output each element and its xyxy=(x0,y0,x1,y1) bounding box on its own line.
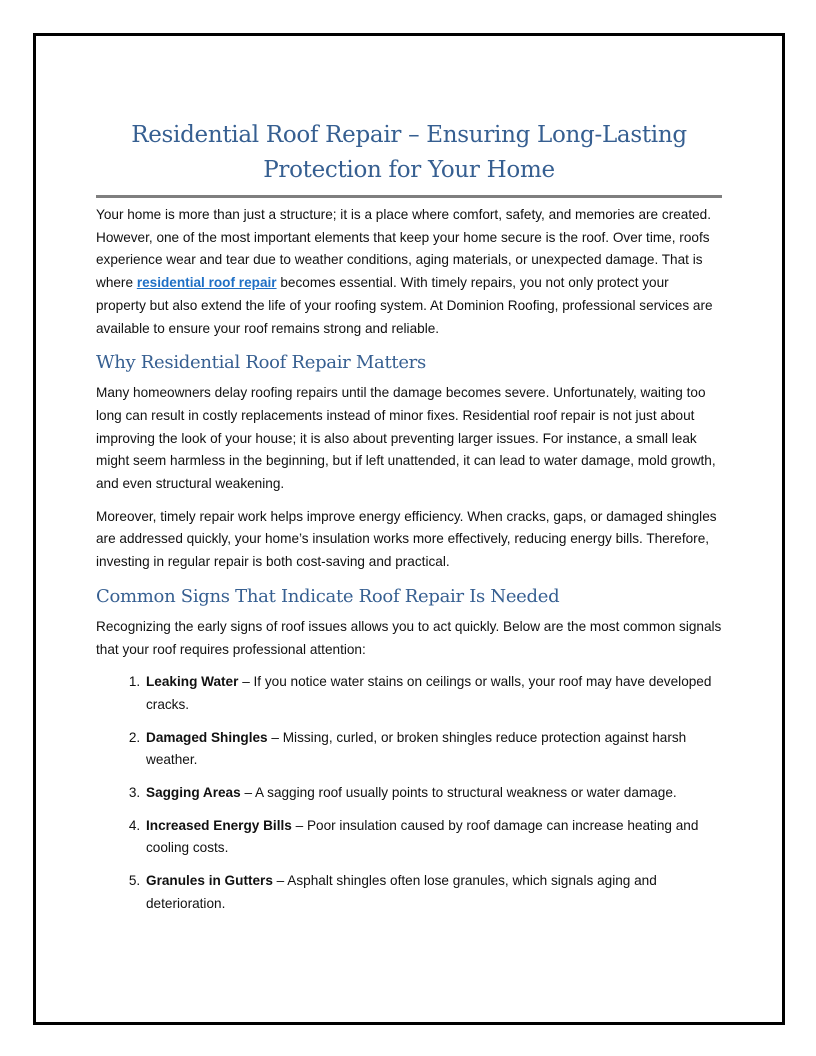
item-text: – If you notice water stains on ceilings or walls, your roof may have developed cracks. xyxy=(146,674,712,712)
paragraph: Moreover, timely repair work helps improve energy efficiency. When cracks, gaps, or damaged shingles are addressed quickly, your home’s insulation works more effectively, reducing energy bills. Therefore, investing in regular repair is both cost-saving and practical. xyxy=(96,508,717,570)
intro-text: Your home is more than just a structure; it is a place where comfort, safety, and memories are created. However, one of the most important elements that keep your home secure is the roof. Over time, roofs experience wear and tear due to weather conditions, aging materials, or unexpected damage. That is where xyxy=(96,207,712,291)
item-term: Damaged Shingles xyxy=(146,729,268,745)
signs-list xyxy=(96,671,722,915)
list-item xyxy=(144,815,722,860)
section-heading-why: Why Residential Roof Repair Matters xyxy=(96,352,426,374)
item-term: Granules in Gutters xyxy=(146,873,273,889)
document-body xyxy=(96,118,722,926)
item-term: Leaking Water xyxy=(146,674,239,690)
item-text: – Poor insulation caused by roof damage can increase heating and cooling costs. xyxy=(146,817,699,856)
residential-roof-repair-link[interactable]: residential roof repair xyxy=(136,275,277,291)
item-text: – Asphalt shingles often lose granules, which signals aging and deterioration. xyxy=(146,873,657,911)
list-item xyxy=(144,671,722,716)
paragraph: Many homeowners delay roofing repairs until the damage becomes severe. Unfortunately, waiting too long can result in costly replacements instead of minor fixes. Residential roof repair is not just about improving the look of your house; it is also about preventing larger issues. For instance, a small leak might seem harmless in the beginning, but if left unattended, it can lead to water damage, mold growth, and even structural weakening. xyxy=(96,385,716,492)
list-item xyxy=(144,782,722,805)
intro-paragraph xyxy=(96,204,722,340)
list-item xyxy=(144,870,722,915)
item-term: Sagging Areas xyxy=(146,785,241,801)
page-title: Residential Roof Repair – Ensuring Long-Lasting Protection for Your Home xyxy=(131,122,687,183)
paragraph: Recognizing the early signs of roof issues allows you to act quickly. Below are the most common signals that your roof requires professional attention: xyxy=(96,618,722,657)
item-term: Increased Energy Bills xyxy=(146,817,292,833)
item-text: – A sagging roof usually points to structural weakness or water damage. xyxy=(240,785,677,801)
section-heading-signs: Common Signs That Indicate Roof Repair Is Needed xyxy=(96,585,560,607)
intro-text-end: becomes essential. With timely repairs, you not only protect your property but also extend the life of your roofing system. At Dominion Roofing, professional services are available to ensure your roof remains strong and reliable. xyxy=(96,275,713,336)
item-text: – Missing, curled, or broken shingles reduce protection against harsh weather. xyxy=(146,729,687,768)
title-divider xyxy=(96,195,722,198)
list-item xyxy=(144,727,722,772)
